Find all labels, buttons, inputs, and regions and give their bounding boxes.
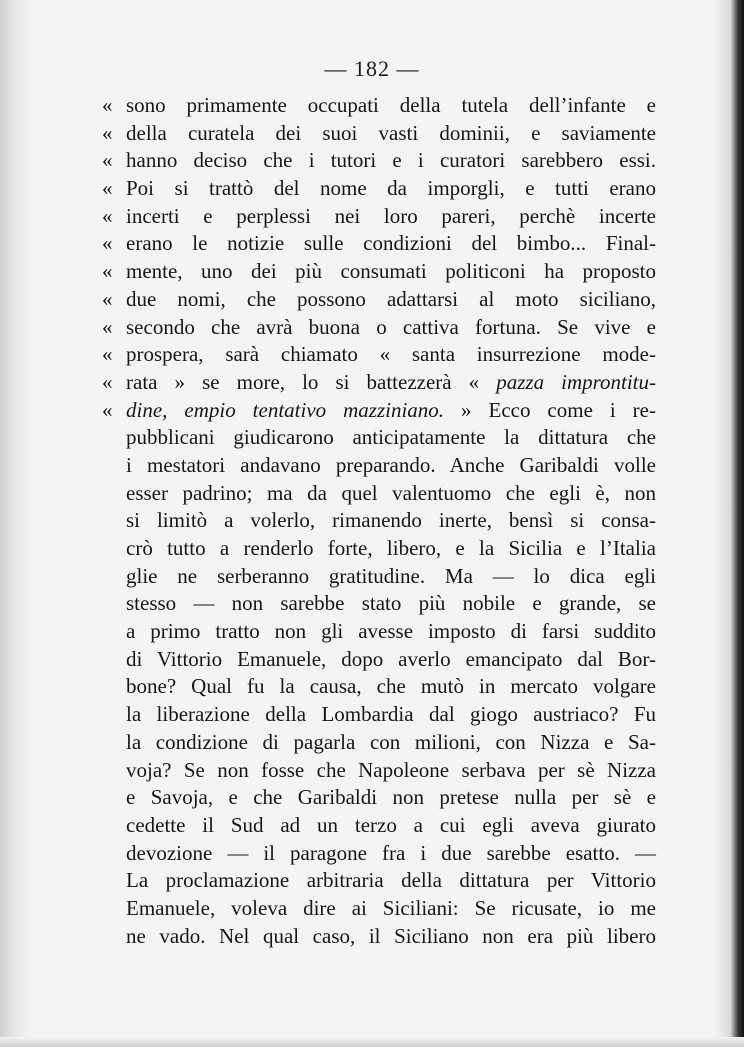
line-text-italic: pazza improntitu- bbox=[496, 369, 657, 394]
line-text: pubblicani giudicarono anticipatamente la dittatura che bbox=[126, 425, 656, 450]
line-text: sono primamente occupati della tutela dell’infante e bbox=[126, 93, 656, 117]
text-line bbox=[108, 452, 656, 480]
quote-mark: « bbox=[102, 203, 113, 228]
quote-mark: « bbox=[102, 93, 113, 117]
line-text: ne vado. Nel qual caso, il Siciliano non era più libero bbox=[126, 923, 656, 948]
text-line bbox=[108, 812, 656, 840]
text-line bbox=[102, 397, 656, 425]
quote-mark: « bbox=[102, 176, 113, 201]
line-text: crò tutto a renderlo forte, libero, e la Sicilia e l’Italia bbox=[126, 536, 656, 560]
text-line bbox=[108, 535, 656, 563]
line-text: devozione — il paragone fra i due sarebbe esatto. — bbox=[126, 840, 656, 865]
text-line bbox=[108, 590, 656, 618]
line-text: incerti e perplessi nei loro pareri, perchè incerte bbox=[126, 203, 656, 228]
line-text: la condizione di pagarla con milioni, con Nizza e Sa- bbox=[126, 729, 656, 754]
text-line bbox=[108, 701, 656, 729]
text-line bbox=[102, 92, 656, 120]
quote-mark: « bbox=[102, 120, 113, 145]
line-text: e Savoja, e che Garibaldi non pretese nulla per sè e bbox=[126, 785, 656, 810]
text-line bbox=[102, 314, 656, 342]
text-line bbox=[102, 341, 656, 369]
text-line bbox=[102, 175, 656, 203]
quote-mark: « bbox=[102, 369, 113, 394]
body-text bbox=[102, 92, 657, 950]
page-edge-right bbox=[714, 0, 744, 1047]
quote-mark: « bbox=[102, 231, 113, 256]
line-text: Emanuele, voleva dire ai Siciliani: Se ricusate, io me bbox=[126, 895, 656, 920]
text-line bbox=[102, 147, 656, 175]
line-text: due nomi, che possono adattarsi al moto siciliano, bbox=[126, 286, 656, 311]
quote-mark: « bbox=[102, 397, 113, 422]
text-line bbox=[108, 480, 656, 508]
text-line bbox=[108, 673, 656, 701]
line-text: erano le notizie sulle condizioni del bimbo... Final- bbox=[126, 231, 656, 256]
line-text: voja? Se non fosse che Napoleone serbava per sè Nizza bbox=[126, 757, 656, 782]
line-text: a primo tratto non gli avesse imposto di farsi suddito bbox=[126, 619, 656, 644]
line-text: secondo che avrà buona o cattiva fortuna. Se vive e bbox=[126, 314, 656, 339]
page-edge-bottom bbox=[0, 1037, 744, 1047]
quote-mark: « bbox=[102, 259, 113, 284]
line-text: i mestatori andavano preparando. Anche Garibaldi volle bbox=[126, 452, 656, 477]
text-line bbox=[102, 120, 656, 148]
quote-mark: « bbox=[102, 148, 113, 173]
text-line bbox=[102, 230, 656, 258]
line-text: stesso — non sarebbe stato più nobile e grande, se bbox=[126, 591, 656, 616]
text-line bbox=[108, 895, 656, 923]
line-text: esser padrino; ma da quel valentuomo che egli è, non bbox=[126, 480, 656, 505]
text-line bbox=[102, 203, 656, 231]
text-line bbox=[108, 867, 656, 895]
page-number: — 182 — bbox=[324, 56, 420, 81]
text-line bbox=[108, 507, 656, 535]
text-line bbox=[108, 923, 656, 951]
quote-mark: « bbox=[102, 286, 113, 311]
text-line bbox=[108, 840, 656, 868]
line-text: glie ne serberanno gratitudine. Ma — lo dica egli bbox=[126, 563, 656, 588]
quote-mark: « bbox=[102, 342, 113, 367]
line-text-post: » Ecco come i re- bbox=[444, 397, 656, 422]
text-line bbox=[108, 729, 656, 757]
text-line bbox=[108, 784, 656, 812]
line-text: di Vittorio Emanuele, dopo averlo emancipato dal Bor- bbox=[126, 646, 656, 671]
text-line bbox=[108, 424, 656, 452]
text-line bbox=[102, 369, 657, 397]
line-text: mente, uno dei più consumati politiconi ha proposto bbox=[126, 259, 656, 284]
line-text: bone? Qual fu la causa, che mutò in mercato volgare bbox=[126, 674, 656, 699]
line-text-pre: rata » se more, lo si battezzerà « bbox=[126, 369, 497, 394]
line-text: prospera, sarà chiamato « santa insurrezione mode- bbox=[126, 342, 656, 367]
quote-mark: « bbox=[102, 314, 113, 339]
line-text: la liberazione della Lombardia dal giogo austriaco? Fu bbox=[126, 702, 656, 727]
line-text: si limitò a volerlo, rimanendo inerte, bensì si consa- bbox=[126, 508, 656, 533]
text-line bbox=[108, 563, 656, 591]
line-text-italic: dine, empio tentativo mazziniano. bbox=[126, 397, 445, 422]
text-line bbox=[108, 757, 656, 785]
text-line bbox=[108, 646, 656, 674]
line-text: della curatela dei suoi vasti dominii, e saviamente bbox=[126, 120, 656, 145]
line-text: cedette il Sud ad un terzo a cui egli aveva giurato bbox=[126, 812, 656, 837]
line-text: Poi si trattò del nome da imporgli, e tutti erano bbox=[126, 176, 656, 201]
line-text: hanno deciso che i tutori e i curatori sarebbero essi. bbox=[126, 148, 656, 173]
text-line bbox=[108, 618, 656, 646]
line-text: La proclamazione arbitraria della dittatura per Vittorio bbox=[126, 868, 656, 893]
text-line bbox=[102, 286, 656, 314]
page-fold-shadow bbox=[0, 0, 34, 1047]
text-line bbox=[102, 258, 656, 286]
